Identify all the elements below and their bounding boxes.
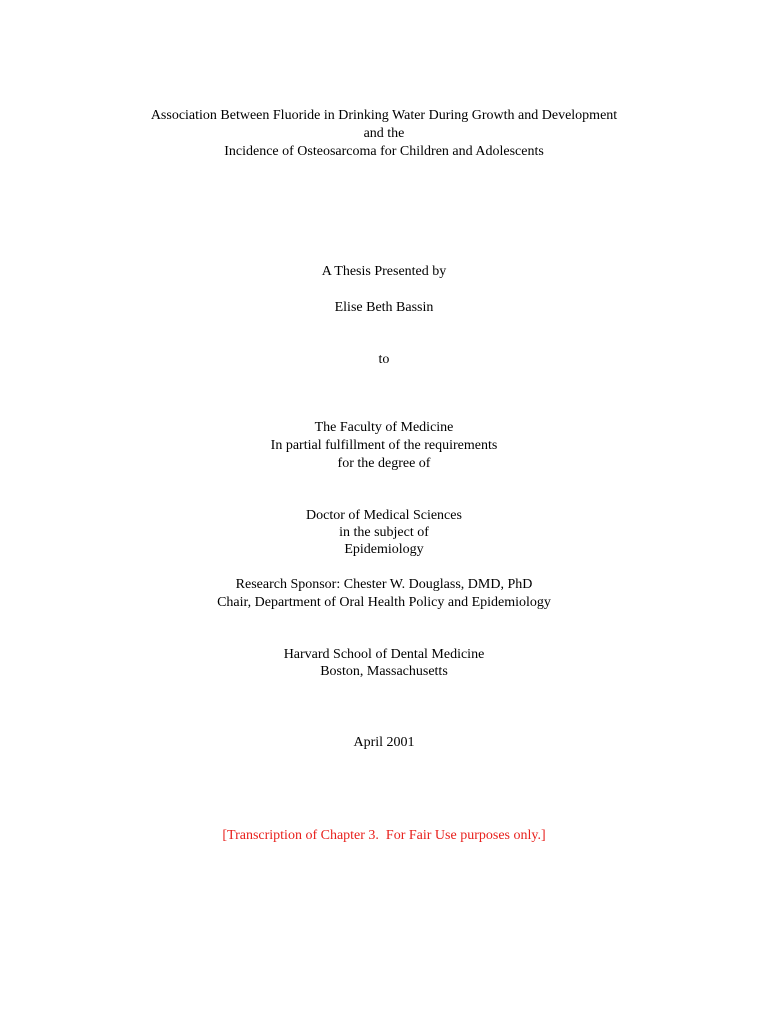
author-name: Elise Beth Bassin [334,300,434,315]
institution-line-2: Boston, Massachusetts [320,664,448,679]
sponsor-line-1: Research Sponsor: Chester W. Douglass, DMD, PhD [235,577,533,592]
degree-line-3: Epidemiology [344,542,424,557]
thesis-title-line-2: and the [363,126,405,141]
faculty-line-3: for the degree of [337,456,431,471]
thesis-title-line-3: Incidence of Osteosarcoma for Children and Adolescents [224,144,544,159]
to-text: to [378,352,390,367]
thesis-title-line-1: Association Between Fluoride in Drinking Water During Growth and Development [150,108,618,123]
faculty-line-1: The Faculty of Medicine [314,420,454,435]
fair-use-notice: [Transcription of Chapter 3. For Fair Use purposes only.] [222,828,546,843]
institution-line-1: Harvard School of Dental Medicine [283,647,485,662]
date-text: April 2001 [353,735,415,750]
degree-line-2: in the subject of [339,525,429,540]
faculty-line-2: In partial fulfillment of the requirements [270,438,498,453]
sponsor-line-2: Chair, Department of Oral Health Policy and Epidemiology [217,595,551,610]
presented-by-text: A Thesis Presented by [321,264,447,279]
degree-line-1: Doctor of Medical Sciences [306,508,462,523]
